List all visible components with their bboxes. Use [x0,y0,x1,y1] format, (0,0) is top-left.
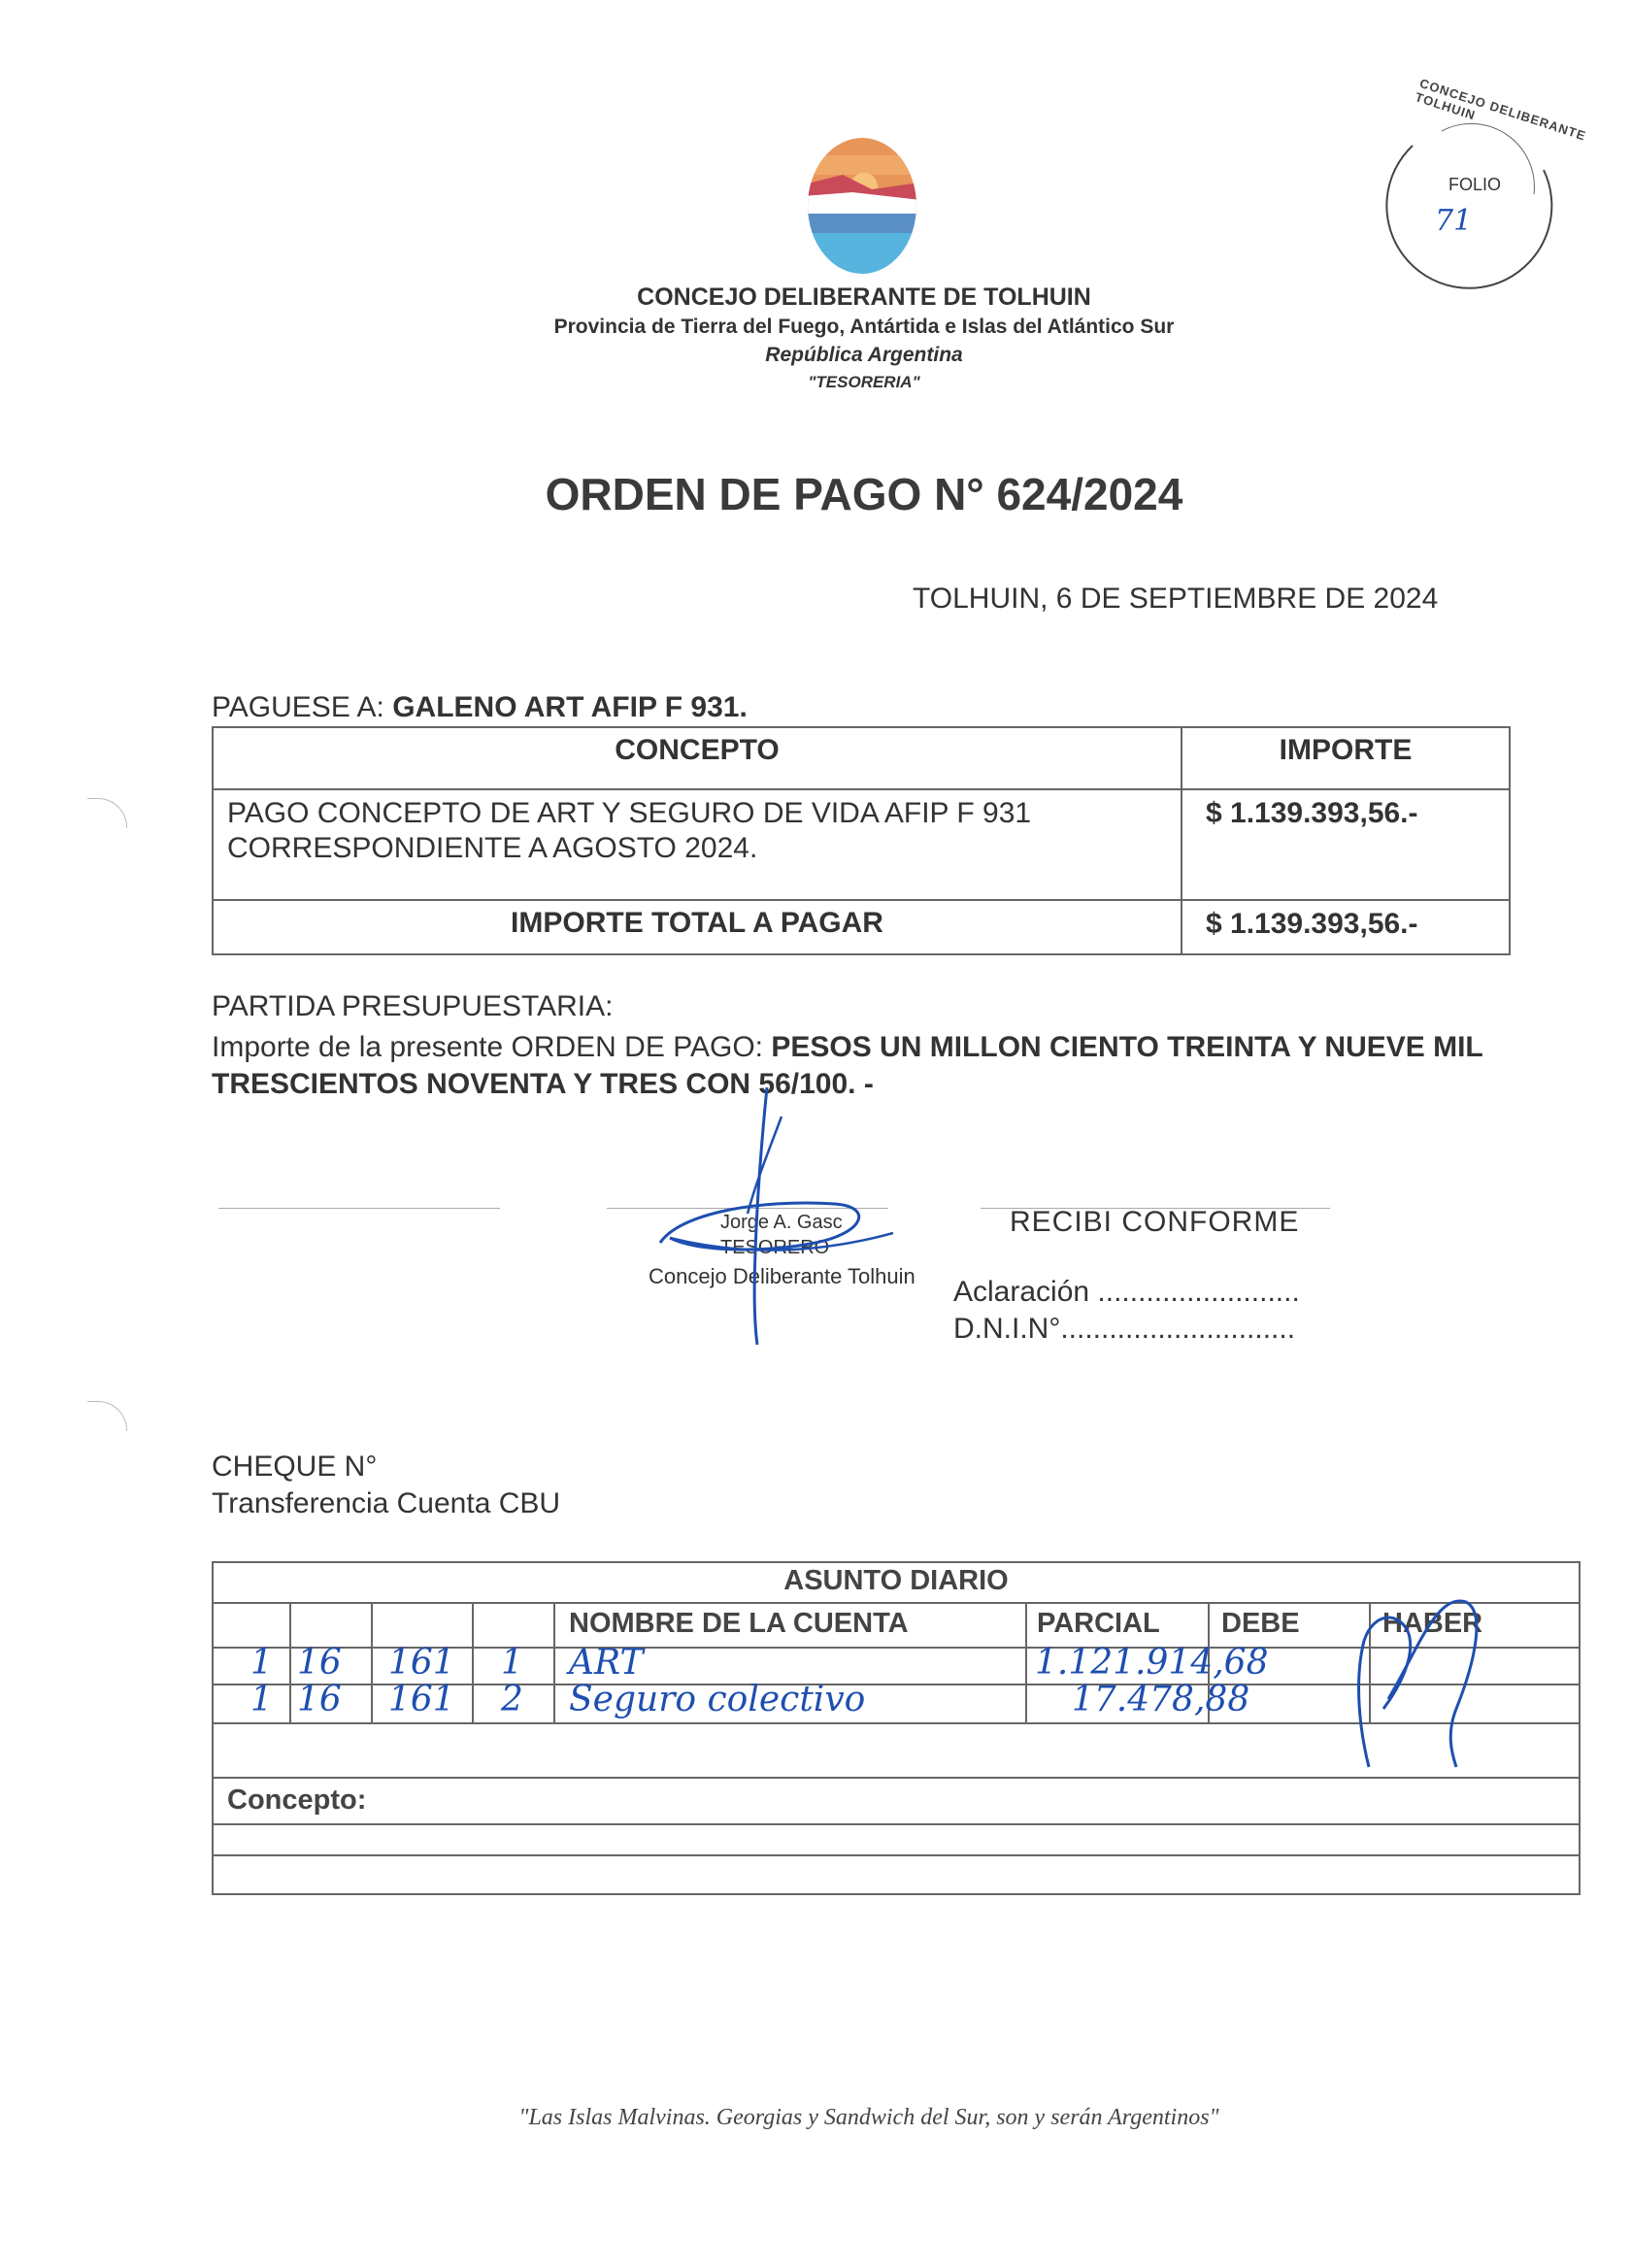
place-date: TOLHUIN, 6 DE SEPTIEMBRE DE 2024 [913,583,1439,615]
received-label: RECIBI CONFORME [1010,1206,1300,1238]
payee-name: GALENO ART AFIP F 931. [392,691,748,723]
header-account-name: NOMBRE DE LA CUENTA [569,1608,909,1639]
payee-line [212,691,748,724]
row1-parcial: 1.121.914,68 [1035,1643,1269,1683]
concejo-logo [804,136,920,277]
header-concepto: CONCEPTO [615,734,780,766]
cheque-number: CHEQUE N° [212,1451,378,1483]
handwritten-signature [641,1078,971,1359]
header-importe: IMPORTE [1279,734,1413,766]
footer-motto: "Las Islas Malvinas. Georgias y Sandwich del Sur, son y serán Argentinos" [518,2105,1219,2130]
header-haber: HABER [1382,1608,1483,1639]
payment-table [212,726,1511,955]
asunto-diario-table [212,1561,1581,1895]
margin-mark [87,798,127,828]
concept-amount: $ 1.139.393,56.- [1206,797,1418,829]
stamp-ring-text: CONCEJO DELIBERANTE TOLHUIN [1413,75,1588,144]
org-republic: República Argentina [765,344,963,366]
signer-role: TESORERO [720,1237,830,1258]
signature-line [218,1208,500,1209]
transfer-cbu: Transferencia Cuenta CBU [212,1487,561,1519]
header-debe: DEBE [1221,1608,1300,1639]
org-name: CONCEJO DELIBERANTE DE TOLHUIN [637,284,1091,311]
amount-prefix: Importe de la presente ORDEN DE PAGO: [212,1031,763,1063]
total-label: IMPORTE TOTAL A PAGAR [511,907,883,939]
row2-code-1: 1 [250,1680,273,1719]
asunto-title: ASUNTO DIARIO [783,1565,1009,1596]
row1-account-name: ART [569,1643,644,1683]
row1-code-1: 1 [250,1643,273,1683]
org-province: Provincia de Tierra del Fuego, Antártida e Islas del Atlántico Sur [553,316,1175,338]
stamp-folio-label: FOLIO [1448,175,1502,194]
concept-line-2: CORRESPONDIENTE A AGOSTO 2024. [227,832,758,864]
signer-institution: Concejo Deliberante Tolhuin [649,1264,915,1288]
payee-label: PAGUESE A: [212,691,384,723]
row2-parcial: 17.478,88 [1072,1680,1250,1719]
stamp-folio-number: 71 [1435,204,1473,238]
row1-code-3: 161 [388,1643,455,1683]
row1-code-4: 1 [501,1643,523,1683]
total-amount: $ 1.139.393,56.- [1206,908,1418,940]
row2-code-3: 161 [388,1680,455,1719]
partida-label: PARTIDA PRESUPUESTARIA: [212,990,614,1022]
document-title: ORDEN DE PAGO N° 624/2024 [545,469,1183,519]
row2-account-name: Seguro colectivo [569,1680,866,1719]
row2-code-4: 2 [501,1680,523,1719]
margin-mark [87,1401,127,1431]
concept-line-1: PAGO CONCEPTO DE ART Y SEGURO DE VIDA AFIP F 931 [227,797,1032,829]
signer-name: Jorge A. Gasc [720,1212,843,1233]
initials-scribble [1330,1573,1485,1777]
row2-code-2: 16 [297,1680,342,1719]
org-department: "TESORERIA" [808,373,920,391]
amount-words-text: PESOS UN MILLON CIENTO TREINTA Y NUEVE MIL TRESCIENTOS NOVENTA Y TRES CON 56/100. - [212,1031,1483,1100]
header-parcial: PARCIAL [1037,1608,1160,1639]
clarification-field: Aclaración ......................... [953,1276,1300,1308]
dni-field: D.N.I.N°............................. [953,1313,1296,1345]
row1-code-2: 16 [297,1643,342,1683]
concept-label: Concepto: [227,1784,367,1816]
